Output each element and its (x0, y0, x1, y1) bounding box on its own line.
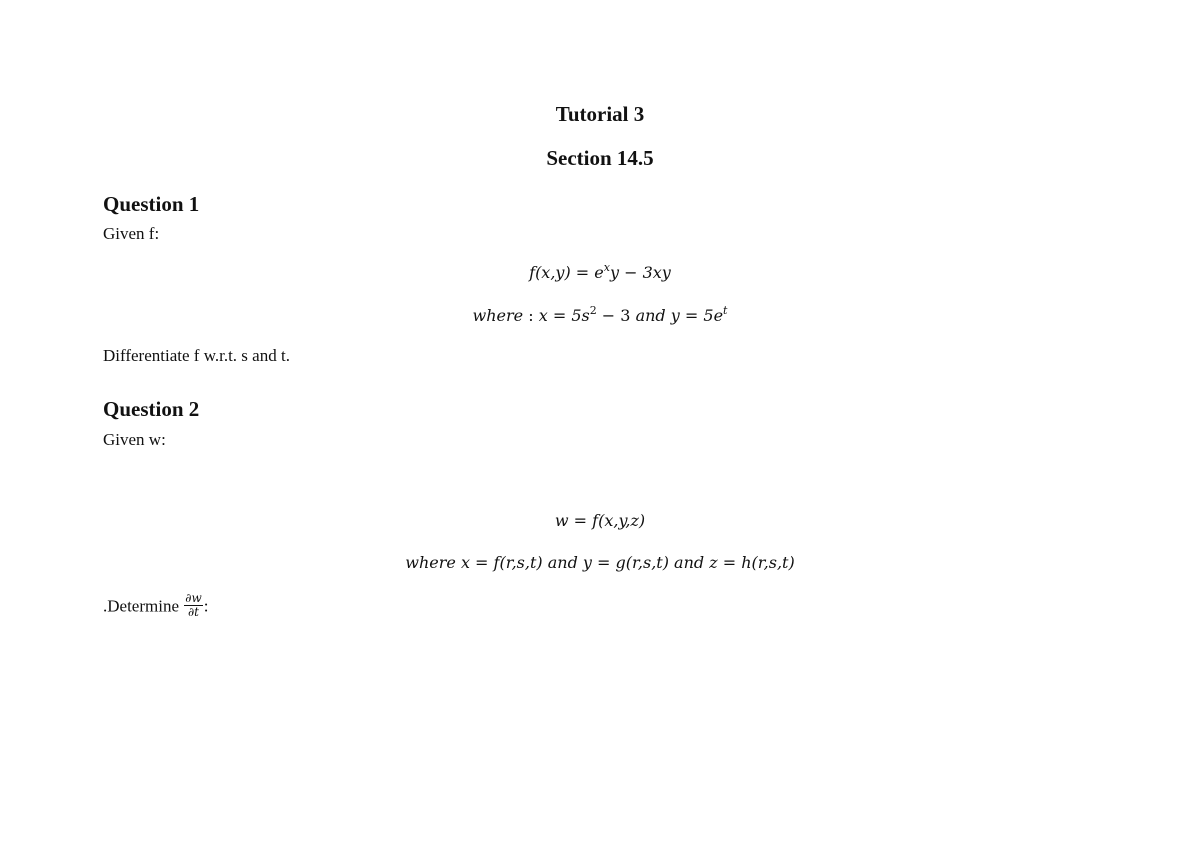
instruction-suffix: : (203, 596, 209, 616)
document-title: Tutorial 3 (555, 102, 645, 126)
question-2-given: Given w: (103, 430, 166, 449)
question-2-instruction (103, 591, 209, 621)
eq2-y-coef: 5e (703, 306, 724, 325)
eq2-y-exponent: t (723, 304, 728, 317)
question-1-heading: Question 1 (103, 192, 200, 216)
eq2-x-equals: = (552, 306, 567, 325)
eq1-exponent: x (603, 261, 610, 274)
eq2-x-coef: 5s (571, 306, 590, 325)
eq2-and: and (635, 306, 666, 325)
eq2-colon: : (528, 306, 534, 325)
eq1-rhs-rest: y − 3xy (609, 263, 671, 282)
instruction-prefix: .Determine (103, 596, 179, 616)
eq2-y: y (670, 306, 680, 325)
fraction-denominator: ∂t (187, 605, 199, 619)
section-title: Section 14.5 (546, 146, 654, 170)
question-2-equation-2: where x = f(r,s,t) and y = g(r,s,t) and z = h(r,s,t) (405, 553, 795, 572)
eq2-x: x (538, 306, 548, 325)
question-1-equation-2 (0, 306, 1200, 325)
question-1-given: Given f: (103, 224, 160, 243)
eq2-x-rest: − 3 (601, 306, 631, 325)
eq1-lhs: f(x,y) (529, 263, 571, 282)
partial-derivative-fraction (184, 592, 202, 619)
eq1-base: e (594, 263, 604, 282)
eq1-equals: = (575, 263, 590, 282)
eq2-x-exponent: 2 (589, 304, 597, 317)
eq2-where: where (472, 306, 524, 325)
question-1-instruction: Differentiate f w.r.t. s and t. (103, 346, 290, 365)
fraction-numerator: ∂w (185, 591, 202, 605)
question-2-heading: Question 2 (103, 397, 200, 421)
question-2-equation-1: w = f(x,y,z) (554, 511, 646, 530)
question-1-equation-1 (0, 263, 1200, 282)
eq2-y-equals: = (684, 306, 699, 325)
